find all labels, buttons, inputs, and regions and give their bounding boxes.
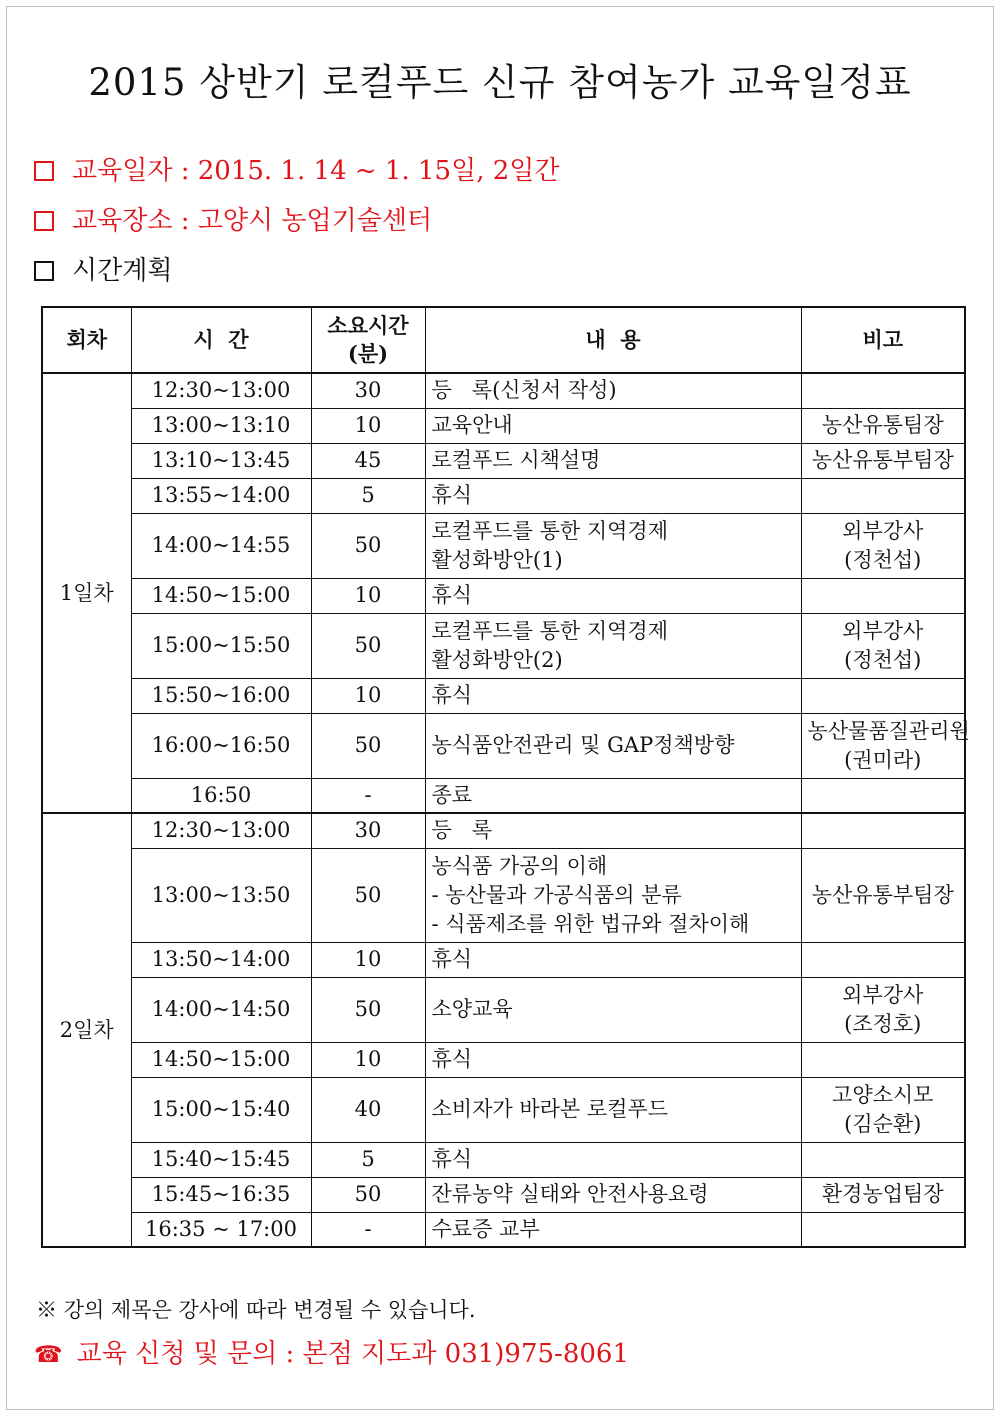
content-line: 휴식 xyxy=(431,947,473,971)
duration-cell: 10 xyxy=(311,578,425,613)
table-row xyxy=(42,578,965,613)
table-row xyxy=(42,1212,965,1247)
note-cell xyxy=(801,1077,965,1142)
note-cell xyxy=(801,1177,965,1212)
table-row xyxy=(42,613,965,678)
time-cell: 14:00~14:50 xyxy=(131,977,311,1042)
content-line: 잔류농약 실태와 안전사용요령 xyxy=(431,1182,709,1206)
duration-cell: 50 xyxy=(311,713,425,778)
table-row xyxy=(42,942,965,977)
table-row xyxy=(42,1142,965,1177)
table-row xyxy=(42,1077,965,1142)
note-line: 농산물품질관리원 xyxy=(807,718,970,743)
note-cell xyxy=(801,813,965,848)
note-cell xyxy=(801,942,965,977)
note-line: 농산유통부팀장 xyxy=(811,882,954,907)
duration-cell: 45 xyxy=(311,443,425,478)
schedule-table xyxy=(41,306,970,1248)
time-cell: 16:00~16:50 xyxy=(131,713,311,778)
header-duration-line1: 소요시간 xyxy=(327,313,409,338)
header-content: 내 용 xyxy=(425,307,801,373)
content-line: 종료 xyxy=(431,782,473,807)
duration-cell: 50 xyxy=(311,977,425,1042)
time-cell: 15:45~16:35 xyxy=(131,1177,311,1212)
content-cell xyxy=(425,678,801,713)
content-line: 로컬푸드를 통한 지역경제 xyxy=(431,518,668,543)
content-line: - 식품제조를 위한 법규와 절차이해 xyxy=(431,911,750,936)
duration-cell: 10 xyxy=(311,942,425,977)
content-cell xyxy=(425,578,801,613)
phone-icon: ☎ xyxy=(34,1342,63,1368)
note-cell xyxy=(801,1142,965,1177)
time-cell: 15:40~15:45 xyxy=(131,1142,311,1177)
note-cell xyxy=(801,977,965,1042)
table-row xyxy=(42,513,965,578)
duration-cell: 40 xyxy=(311,1077,425,1142)
note-cell xyxy=(801,678,965,713)
content-line: 소비자가 바라본 로컬푸드 xyxy=(431,1097,668,1121)
content-line: 활성화방안(1) xyxy=(431,547,563,572)
note-cell xyxy=(801,1042,965,1077)
time-cell: 16:50 xyxy=(131,778,311,813)
table-header-row xyxy=(42,307,965,373)
info-place xyxy=(34,200,432,237)
note-line: 농산유통팀장 xyxy=(821,413,944,437)
content-line: 농식품안전관리 및 GAP정책방향 xyxy=(431,733,735,757)
checkbox-square-icon xyxy=(34,261,54,281)
day-label: 1일차 xyxy=(42,373,131,813)
time-cell: 14:50~15:00 xyxy=(131,578,311,613)
content-cell xyxy=(425,513,801,578)
info-place-text: 교육장소 : 고양시 농업기술센터 xyxy=(72,206,433,236)
time-cell: 13:55~14:00 xyxy=(131,478,311,513)
content-cell xyxy=(425,1177,801,1212)
content-line: 로컬푸드 시책설명 xyxy=(431,448,601,472)
note-line: 외부강사 xyxy=(842,982,924,1007)
note-cell xyxy=(801,848,965,942)
content-line: 수료증 교부 xyxy=(431,1216,540,1241)
info-date xyxy=(34,150,560,187)
duration-cell: - xyxy=(311,1212,425,1247)
time-cell: 15:50~16:00 xyxy=(131,678,311,713)
note-cell xyxy=(801,713,970,778)
contact-line xyxy=(34,1333,629,1370)
table-row xyxy=(42,408,965,443)
note-line: 농산유통부팀장 xyxy=(811,448,954,472)
duration-cell: 50 xyxy=(311,513,425,578)
note-cell xyxy=(801,578,965,613)
info-date-text: 교육일자 : 2015. 1. 14 ~ 1. 15일, 2일간 xyxy=(72,156,560,186)
duration-cell: 5 xyxy=(311,478,425,513)
content-cell xyxy=(425,848,801,942)
note-line: (정천섭) xyxy=(844,547,922,572)
time-cell: 16:35 ~ 17:00 xyxy=(131,1212,311,1247)
content-line: 휴식 xyxy=(431,683,473,707)
day-label: 2일차 xyxy=(42,813,131,1247)
content-cell xyxy=(425,977,801,1042)
time-cell: 13:50~14:00 xyxy=(131,942,311,977)
table-row xyxy=(42,1177,965,1212)
checkbox-square-icon xyxy=(34,211,54,231)
note-line: (정천섭) xyxy=(844,647,922,672)
note-line: (김순환) xyxy=(844,1111,922,1136)
note-line: (조정호) xyxy=(844,1011,922,1036)
time-cell: 15:00~15:50 xyxy=(131,613,311,678)
time-cell: 13:10~13:45 xyxy=(131,443,311,478)
content-cell xyxy=(425,1042,801,1077)
time-cell: 13:00~13:50 xyxy=(131,848,311,942)
content-line: 로컬푸드를 통한 지역경제 xyxy=(431,618,668,643)
content-cell xyxy=(425,478,801,513)
content-line: 소양교육 xyxy=(431,997,513,1021)
table-row xyxy=(42,1042,965,1077)
table-row xyxy=(42,678,965,713)
info-plan xyxy=(34,250,172,287)
table-row xyxy=(42,977,965,1042)
note-cell xyxy=(801,373,965,408)
schedule-body xyxy=(42,373,970,1247)
header-note: 비고 xyxy=(801,307,965,373)
duration-cell: - xyxy=(311,778,425,813)
time-cell: 12:30~13:00 xyxy=(131,373,311,408)
content-line: 휴식 xyxy=(431,1147,473,1171)
table-row xyxy=(42,443,965,478)
note-cell xyxy=(801,513,965,578)
note-line: (권미라) xyxy=(844,747,922,772)
content-line: 농식품 가공의 이해 xyxy=(431,853,608,878)
content-cell xyxy=(425,1212,801,1247)
note-cell xyxy=(801,443,965,478)
note-line: 환경농업팀장 xyxy=(821,1182,944,1206)
note-cell xyxy=(801,778,965,813)
content-line: 휴식 xyxy=(431,483,473,507)
content-cell xyxy=(425,813,801,848)
content-cell xyxy=(425,778,801,813)
table-row xyxy=(42,848,965,942)
time-cell: 15:00~15:40 xyxy=(131,1077,311,1142)
content-cell xyxy=(425,1077,801,1142)
checkbox-square-icon xyxy=(34,161,54,181)
content-line: 등 록 xyxy=(431,818,493,843)
content-cell xyxy=(425,1142,801,1177)
content-line: 휴식 xyxy=(431,583,473,607)
duration-cell: 50 xyxy=(311,848,425,942)
time-cell: 12:30~13:00 xyxy=(131,813,311,848)
content-cell xyxy=(425,613,801,678)
content-cell xyxy=(425,713,801,778)
duration-cell: 10 xyxy=(311,678,425,713)
note-cell xyxy=(801,478,965,513)
header-duration-line2: (분) xyxy=(347,341,389,366)
duration-cell: 50 xyxy=(311,613,425,678)
content-cell xyxy=(425,408,801,443)
note-cell xyxy=(801,613,965,678)
time-cell: 14:00~14:55 xyxy=(131,513,311,578)
time-cell: 14:50~15:00 xyxy=(131,1042,311,1077)
note-line: 고양소시모 xyxy=(832,1082,934,1107)
content-line: 활성화방안(2) xyxy=(431,647,563,672)
time-cell: 13:00~13:10 xyxy=(131,408,311,443)
note-cell xyxy=(801,408,965,443)
note-cell xyxy=(801,1212,965,1247)
duration-cell: 30 xyxy=(311,373,425,408)
info-plan-text: 시간계획 xyxy=(72,256,173,286)
table-row xyxy=(42,813,965,848)
footnote: ※ 강의 제목은 강사에 따라 변경될 수 있습니다. xyxy=(36,1298,476,1322)
note-line: 외부강사 xyxy=(842,618,924,643)
contact-text: 교육 신청 및 문의 : 본점 지도과 031)975-8061 xyxy=(76,1339,630,1369)
duration-cell: 10 xyxy=(311,408,425,443)
table-row xyxy=(42,778,965,813)
content-line: - 농산물과 가공식품의 분류 xyxy=(431,882,682,907)
table-row xyxy=(42,713,965,778)
duration-cell: 5 xyxy=(311,1142,425,1177)
content-cell xyxy=(425,373,801,408)
content-cell xyxy=(425,443,801,478)
content-line: 휴식 xyxy=(431,1047,473,1071)
header-session: 회차 xyxy=(42,307,131,373)
content-line: 교육안내 xyxy=(431,413,513,437)
note-line: 외부강사 xyxy=(842,518,924,543)
page-title: 2015 상반기 로컬푸드 신규 참여농가 교육일정표 xyxy=(88,61,912,104)
header-duration xyxy=(311,307,425,373)
duration-cell: 50 xyxy=(311,1177,425,1212)
duration-cell: 10 xyxy=(311,1042,425,1077)
content-line: 등 록(신청서 작성) xyxy=(431,378,617,403)
table-row xyxy=(42,373,965,408)
duration-cell: 30 xyxy=(311,813,425,848)
table-row xyxy=(42,478,965,513)
header-time: 시 간 xyxy=(131,307,311,373)
content-cell xyxy=(425,942,801,977)
